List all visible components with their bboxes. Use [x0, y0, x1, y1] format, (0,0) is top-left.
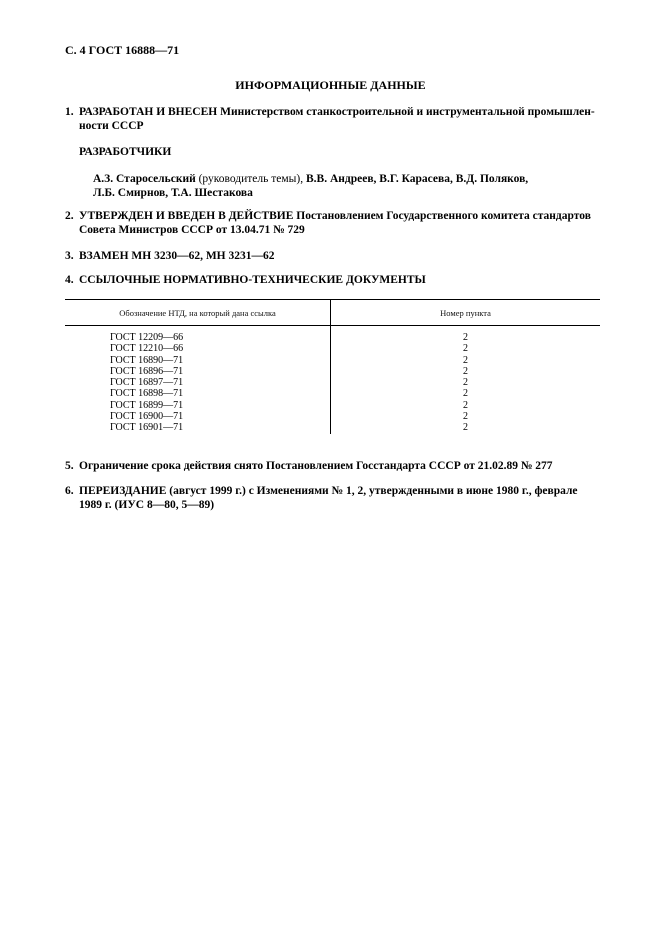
table-cell-item-number: 2	[463, 343, 468, 355]
table-cell-document: ГОСТ 16898—71	[65, 388, 331, 399]
table-cell-document: ГОСТ 12209—66	[65, 326, 331, 344]
item-4	[65, 273, 605, 287]
table-cell-document: ГОСТ 16899—71	[65, 400, 331, 411]
developers-heading: РАЗРАБОТЧИКИ	[79, 146, 172, 158]
item-6-text-2: 1989 г. (ИУС 8—80, 5—89)	[79, 499, 215, 511]
item-1-lead: РАЗРАБОТАН И ВНЕСЕН	[79, 106, 218, 118]
table-row	[65, 355, 600, 366]
item-1-text-1: Министерством станкостроительной и инструментальной промышлен-	[220, 106, 595, 118]
item-2-number: 2.	[65, 210, 74, 222]
column-header-document: Обозначение НТД, на который дана ссылка	[65, 300, 331, 326]
developers-line-1: В.В. Андреев, В.Г. Карасева, В.Д. Поляков,	[306, 173, 529, 185]
page-header: С. 4 ГОСТ 16888—71	[65, 43, 180, 57]
table-row	[65, 366, 600, 377]
table-row	[65, 388, 600, 399]
table-cell-item-number: 2	[463, 411, 468, 423]
item-2	[65, 209, 605, 237]
table-row	[65, 343, 600, 354]
item-3-text: ВЗАМЕН МН 3230—62, МН 3231—62	[79, 250, 275, 262]
item-3	[65, 249, 605, 263]
table-row	[65, 411, 600, 422]
table-row	[65, 400, 600, 411]
table-cell-document: ГОСТ 16890—71	[65, 355, 331, 366]
table-row	[65, 422, 600, 433]
table-row	[65, 377, 600, 388]
item-2-text-1: УТВЕРЖДЕН И ВВЕДЕН В ДЕЙСТВИЕ Постановлением Государственного комитета стандартов	[79, 210, 591, 222]
item-5-text: Ограничение срока действия снято Постановлением Госстандарта СССР от 21.02.89 № 277	[79, 460, 553, 472]
table-cell-item-number: 2	[463, 422, 468, 434]
column-header-item-number: Номер пункта	[331, 300, 601, 326]
item-4-text: ССЫЛОЧНЫЕ НОРМАТИВНО-ТЕХНИЧЕСКИЕ ДОКУМЕНТЫ	[79, 274, 426, 286]
table-cell-document: ГОСТ 16901—71	[65, 422, 331, 433]
reference-documents-table	[65, 299, 600, 434]
item-6-number: 6.	[65, 485, 74, 497]
table-cell-item-number: 2	[463, 365, 468, 377]
developers-list	[93, 172, 600, 200]
table-row	[65, 326, 600, 344]
item-3-number: 3.	[65, 250, 74, 262]
item-2-text-2: Совета Министров СССР от 13.04.71 № 729	[79, 224, 305, 236]
table-cell-document: ГОСТ 16897—71	[65, 377, 331, 388]
item-1	[65, 105, 605, 133]
table-cell-item-number: 2	[463, 399, 468, 411]
table-cell-item-number: 2	[463, 388, 468, 400]
developers-line-2: Л.Б. Смирнов, Т.А. Шестакова	[93, 187, 253, 199]
table-cell-document: ГОСТ 16896—71	[65, 366, 331, 377]
table-cell-item-number: 2	[463, 332, 468, 343]
table-cell-item-number: 2	[463, 377, 468, 389]
item-5	[65, 459, 605, 473]
item-4-number: 4.	[65, 274, 74, 286]
developer-lead-role: (руководитель темы),	[198, 173, 304, 185]
table-cell-document: ГОСТ 16900—71	[65, 411, 331, 422]
item-5-number: 5.	[65, 460, 74, 472]
developer-lead-name: А.З. Старосельский	[93, 173, 196, 185]
item-6-text-1: ПЕРЕИЗДАНИЕ (август 1999 г.) с Изменениями № 1, 2, утвержденными в июне 1980 г., феврале	[79, 485, 578, 497]
table-cell-item-number: 2	[463, 354, 468, 366]
item-6	[65, 484, 605, 512]
table-cell-document: ГОСТ 12210—66	[65, 343, 331, 354]
item-1-text-2: ности СССР	[79, 120, 144, 132]
item-1-number: 1.	[65, 106, 74, 118]
section-title: ИНФОРМАЦИОННЫЕ ДАННЫЕ	[235, 78, 426, 92]
